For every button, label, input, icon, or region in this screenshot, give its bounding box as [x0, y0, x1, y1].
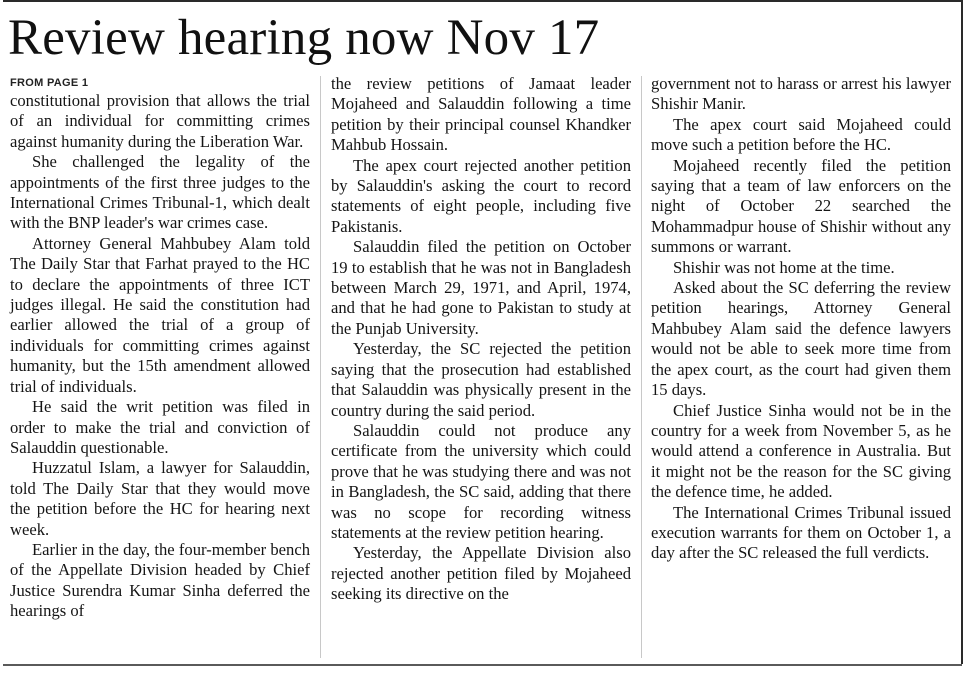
paragraph: the review petitions of Jamaat leader Mojaheed and Salauddin following a time petition by their principal counsel Khandker Mahbub Hossain.: [331, 74, 631, 155]
article-column-3: [651, 74, 951, 564]
paragraph: Asked about the SC deferring the review petition hearings, Attorney General Mahbubey Alam said the defence lawyers would not be able to seek more time from the apex court, as the court had given them 15 days.: [651, 278, 951, 400]
paragraph: Shishir was not home at the time.: [673, 257, 895, 277]
paragraph: Attorney General Mahbubey Alam told The Daily Star that Farhat prayed to the HC to declare the appointments of three ICT judges illegal. He said the constitution had earlier allowed the trial of a group of individuals for committing crimes against humanity, but the 15th amendment allowed trial of individuals.: [10, 233, 310, 396]
headline: Review hearing now Nov 17: [8, 10, 600, 66]
paragraph: Huzzatul Islam, a lawyer for Salauddin, told The Daily Star that they would move the petition before the HC for hearing next week.: [10, 458, 310, 539]
column-divider: [641, 76, 642, 658]
paragraph: The apex court said Mojaheed could move such a petition before the HC.: [651, 114, 951, 155]
article-column-1: [10, 76, 310, 622]
paragraph: constitutional provision that allows the trial of an individual for committing crimes against humanity during the Liberation War.: [10, 91, 310, 151]
paragraph: Chief Justice Sinha would not be in the country for a week from November 5, as he would attend a conference in Australia. But it might not be the reason for the SC giving the defence time, he added.: [651, 400, 951, 502]
paragraph: Salauddin could not produce any certificate from the university which could prove that he was studying there and was not in Bangladesh, the SC said, adding that there was no scope for recording witness statements at the review petition hearing.: [331, 420, 631, 542]
top-border: [3, 0, 962, 2]
article-column-2: [331, 74, 631, 605]
paragraph: She challenged the legality of the appointments of the first three judges to the International Crimes Tribunal-1, which dealt with the BNP leader's war crimes case.: [10, 152, 310, 233]
column-divider: [320, 76, 321, 658]
right-border: [961, 0, 963, 664]
paragraph: Mojaheed recently filed the petition saying that a team of law enforcers on the night of October 22 searched the Mohammadpur house of Shishir without any summons or warrant.: [651, 155, 951, 257]
paragraph: Salauddin filed the petition on October 19 to establish that he was not in Bangladesh between March 29, 1971, and April, 1974, and that he had gone to Pakistan to study at the Punjab University.: [331, 237, 631, 338]
paragraph: Earlier in the day, the four-member bench of the Appellate Division headed by Chief Justice Surendra Kumar Sinha deferred the hearings of: [10, 539, 310, 621]
bottom-border: [3, 664, 962, 666]
paragraph: Yesterday, the Appellate Division also rejected another petition filed by Mojaheed seeking its directive on the: [331, 543, 631, 604]
paragraph: Yesterday, the SC rejected the petition saying that the prosecution had established that Salauddin was physically present in the country during the said period.: [331, 339, 631, 420]
paragraph: government not to harass or arrest his lawyer Shishir Manir.: [651, 74, 951, 114]
paragraph: The International Crimes Tribunal issued execution warrants for them on October 1, a day after the SC released the full verdicts.: [651, 502, 951, 563]
dateline: FROM PAGE 1: [10, 77, 89, 89]
paragraph: He said the writ petition was filed in order to make the trial and conviction of Salauddin questionable.: [10, 397, 310, 457]
paragraph: The apex court rejected another petition by Salauddin's asking the court to record statements of eight people, including five Pakistanis.: [331, 155, 631, 236]
